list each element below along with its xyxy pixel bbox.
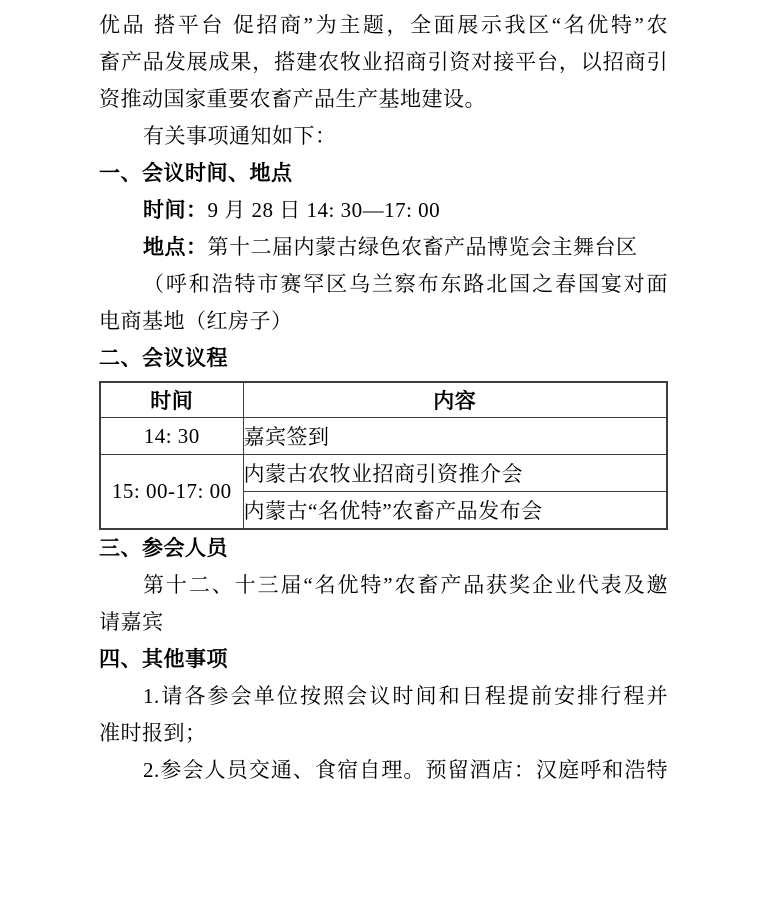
intro-line-1: 优品 搭平台 促招商”为主题，全面展示我区“名优特”农 (99, 13, 668, 37)
agenda-header-content: 内容 (243, 382, 667, 418)
agenda-table (99, 381, 668, 530)
agenda-header-row (100, 382, 667, 418)
intro-line-2: 畜产品发展成果，搭建农牧业招商引资对接平台，以招商引 (99, 50, 668, 74)
section3-heading: 三、参会人员 (99, 536, 228, 560)
intro-line-3: 资推动国家重要农畜产品生产基地建设。 (99, 87, 486, 111)
agenda-row-1 (100, 418, 667, 455)
meeting-place-line (99, 229, 668, 266)
place-value: 第十二届内蒙古绿色农畜产品博览会主舞台区 (207, 235, 638, 259)
agenda-row2-content-2: 内蒙古“名优特”农畜产品发布会 (243, 492, 667, 530)
section1-heading: 一、会议时间、地点 (99, 161, 293, 185)
time-label: 时间： (143, 198, 208, 222)
agenda-row2-time: 15: 00-17: 00 (100, 455, 243, 530)
agenda-row-2 (100, 455, 667, 492)
agenda-row1-content: 嘉宾签到 (243, 418, 667, 455)
attendees-line-2: 请嘉宾 (99, 610, 164, 634)
attendees-line-1: 第十二、十三届“名优特”农畜产品获奖企业代表及邀 (143, 573, 668, 597)
address-line-1: （呼和浩特市赛罕区乌兰察布东路北国之春国宴对面 (143, 272, 668, 296)
intro-notice-line: 有关事项通知如下： (143, 124, 337, 148)
agenda-row2-content-1: 内蒙古农牧业招商引资推介会 (243, 455, 667, 492)
address-line-2: 电商基地（红房子） (99, 309, 293, 333)
agenda-header-time: 时间 (100, 382, 243, 418)
time-value: 9 月 28 日 14: 30—17: 00 (207, 198, 441, 222)
section4-heading: 四、其他事项 (99, 647, 228, 671)
meeting-time-line (99, 192, 668, 229)
other-item2-line: 2.参会人员交通、食宿自理。预留酒店：汉庭呼和浩特 (143, 758, 668, 782)
place-label: 地点： (143, 235, 208, 259)
section2-heading: 二、会议议程 (99, 346, 228, 370)
other-item1-line-2: 准时报到； (99, 721, 207, 745)
other-item1-line-1: 1.请各参会单位按照会议时间和日程提前安排行程并 (143, 684, 668, 708)
agenda-row1-time: 14: 30 (100, 418, 243, 455)
